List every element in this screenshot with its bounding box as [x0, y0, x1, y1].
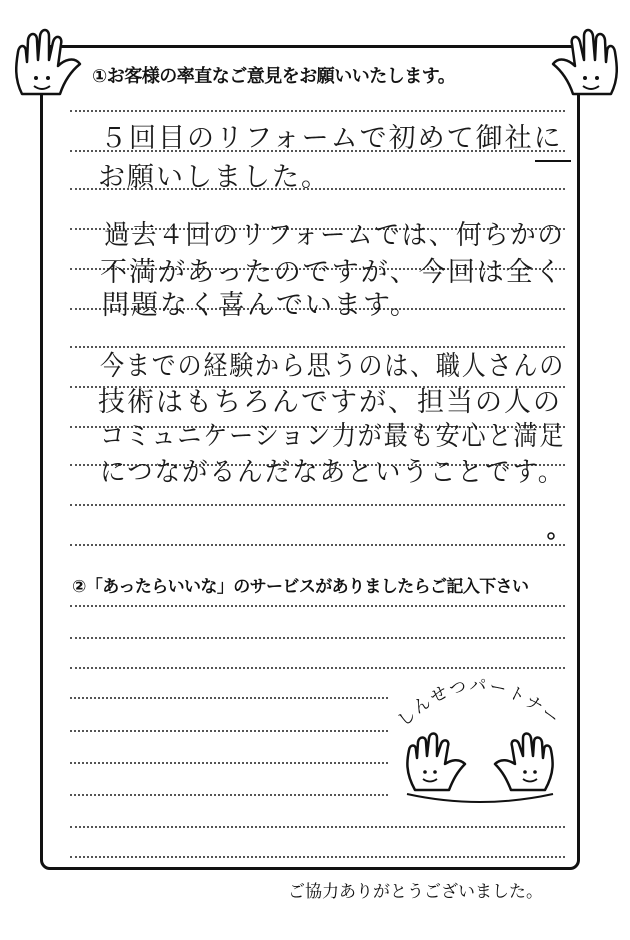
- dotted-rule: [70, 856, 565, 858]
- answer-line: 過去４回のリフォームでは、何らかの: [104, 220, 565, 251]
- answer-line: 技術はもちろんですが、担当の人の: [98, 387, 562, 418]
- stray-mark: [545, 530, 557, 542]
- hand-mascot-left-icon: [8, 28, 98, 100]
- dotted-rule: [70, 697, 388, 699]
- hand-mascot-right-icon: [535, 28, 625, 100]
- answer-line: 不満があったのですが、今回は全く: [100, 257, 564, 288]
- dotted-rule: [70, 826, 565, 828]
- answer-line: お願いしました。: [98, 162, 330, 193]
- thank-you-footer: ご協力ありがとうございました。: [288, 882, 543, 902]
- answer-line: につながるんだなあということです。: [100, 457, 566, 488]
- dotted-rule: [70, 637, 565, 639]
- answer-line: ５回目のリフォームで初めて御社に: [100, 123, 563, 154]
- dotted-rule: [70, 504, 565, 506]
- question-2-heading: ②「あったらいいな」のサービスがありましたらご記入下さい: [72, 577, 529, 597]
- shinsetsu-partner-logo: [385, 660, 575, 810]
- stray-mark: [535, 158, 575, 164]
- logo-text: しんせつパートナー: [393, 675, 565, 732]
- dotted-rule: [70, 730, 388, 732]
- answer-line: 問題なく喜んでいます。: [102, 290, 419, 321]
- dotted-rule: [70, 762, 388, 764]
- answer-line: コミュニケーション力が最も安心と満足: [100, 421, 566, 452]
- dotted-rule: [70, 544, 565, 546]
- svg-text:しんせつパートナー: [394, 676, 564, 731]
- question-1-heading: ①お客様の率直なご意見をお願いいたします。: [92, 66, 456, 87]
- dotted-rule: [70, 794, 388, 796]
- answer-line: 今までの経験から思うのは、職人さんの: [100, 351, 566, 382]
- dotted-rule: [70, 605, 565, 607]
- dotted-rule: [70, 110, 565, 112]
